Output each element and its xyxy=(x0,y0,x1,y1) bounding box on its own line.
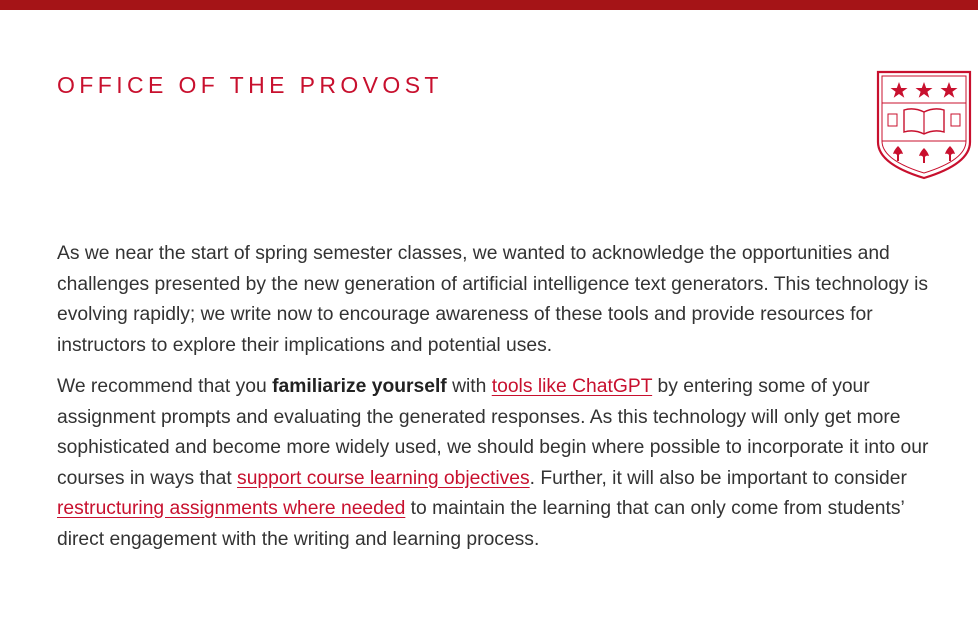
link-restructuring-assignments[interactable]: restructuring assignments where needed xyxy=(57,498,406,519)
page-title: OFFICE OF THE PROVOST xyxy=(57,72,443,98)
top-brand-bar xyxy=(0,0,978,10)
emphasis-familiarize: familiarize yourself xyxy=(272,376,447,397)
letter-body xyxy=(57,239,937,566)
university-shield-icon xyxy=(874,68,974,182)
paragraph-intro: As we near the start of spring semester classes, we wanted to acknowledge the opportunities and challenges presented by the new generation of artificial intelligence text generators. This technology is evolving rapidly; we write now to encourage awareness of these tools and provide resources for instructors to explore their implications and potential uses. xyxy=(57,243,929,356)
link-support-course-learning-objectives[interactable]: support course learning objectives xyxy=(237,467,530,489)
link-tools-like-chatgpt[interactable]: tools like ChatGPT xyxy=(491,376,653,397)
paragraph-recommendation: We recommend that you familiarize yourself with tools like ChatGPT by entering some of your assignment prompts and evaluating the generated responses. As this technology will only get more sophisticated and become more widely used, we should begin where possible to incorporate it into our courses in ways that support course learning objectives. Further, it will also be important to consider restructuring assignments where needed to maintain the learning that can only come from students’ direct engagement with the writing and learning process. xyxy=(57,376,929,550)
